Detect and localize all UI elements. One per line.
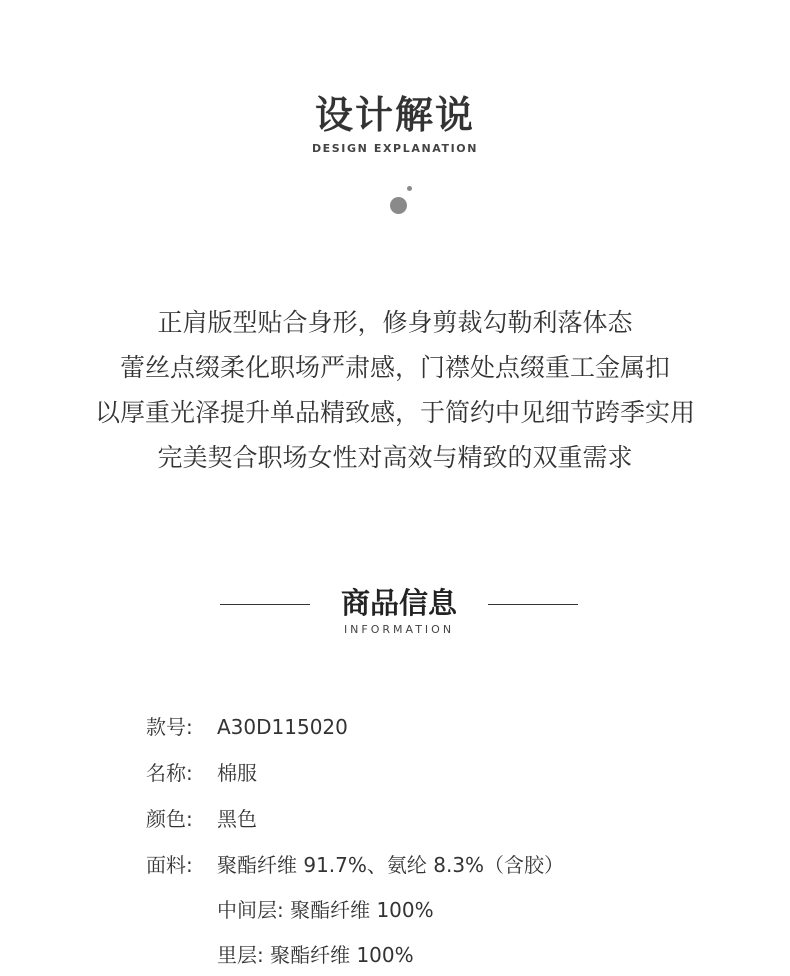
design-description: [0, 300, 790, 480]
info-subtitle: INFORMATION: [343, 623, 455, 636]
spec-value-name: 棉服: [217, 761, 257, 785]
description-line: 完美契合职场女性对高效与精致的双重需求: [157, 443, 633, 472]
design-subtitle: DESIGN EXPLANATION: [311, 142, 479, 155]
info-divider-right: [488, 604, 578, 605]
spec-value-color: 黑色: [217, 807, 257, 831]
decorative-dot-small: [407, 186, 412, 191]
decorative-dot-large: [390, 197, 407, 214]
design-title: 设计解说: [314, 93, 475, 137]
spec-label-color: 颜色:: [146, 807, 193, 831]
description-line: 以厚重光泽提升单品精致感，于简约中见细节跨季实用: [94, 398, 695, 427]
spec-value-middle-layer: 中间层: 聚酯纤维 100%: [217, 898, 434, 922]
spec-label-style-number: 款号:: [146, 715, 193, 739]
description-line: 正肩版型贴合身形，修身剪裁勾勒利落体态: [157, 308, 633, 337]
spec-label-fabric: 面料:: [146, 853, 193, 877]
description-line: 蕾丝点缀柔化职场严肃感，门襟处点缀重工金属扣: [119, 353, 670, 382]
info-title: 商品信息: [340, 586, 457, 620]
spec-label-name: 名称:: [146, 761, 193, 785]
spec-value-lining: 里层: 聚酯纤维 100%: [217, 943, 414, 967]
spec-value-fabric: 聚酯纤维 91.7%、氨纶 8.3%（含胶）: [217, 853, 565, 877]
info-divider-left: [220, 604, 310, 605]
spec-value-style-number: A30D115020: [217, 715, 348, 739]
